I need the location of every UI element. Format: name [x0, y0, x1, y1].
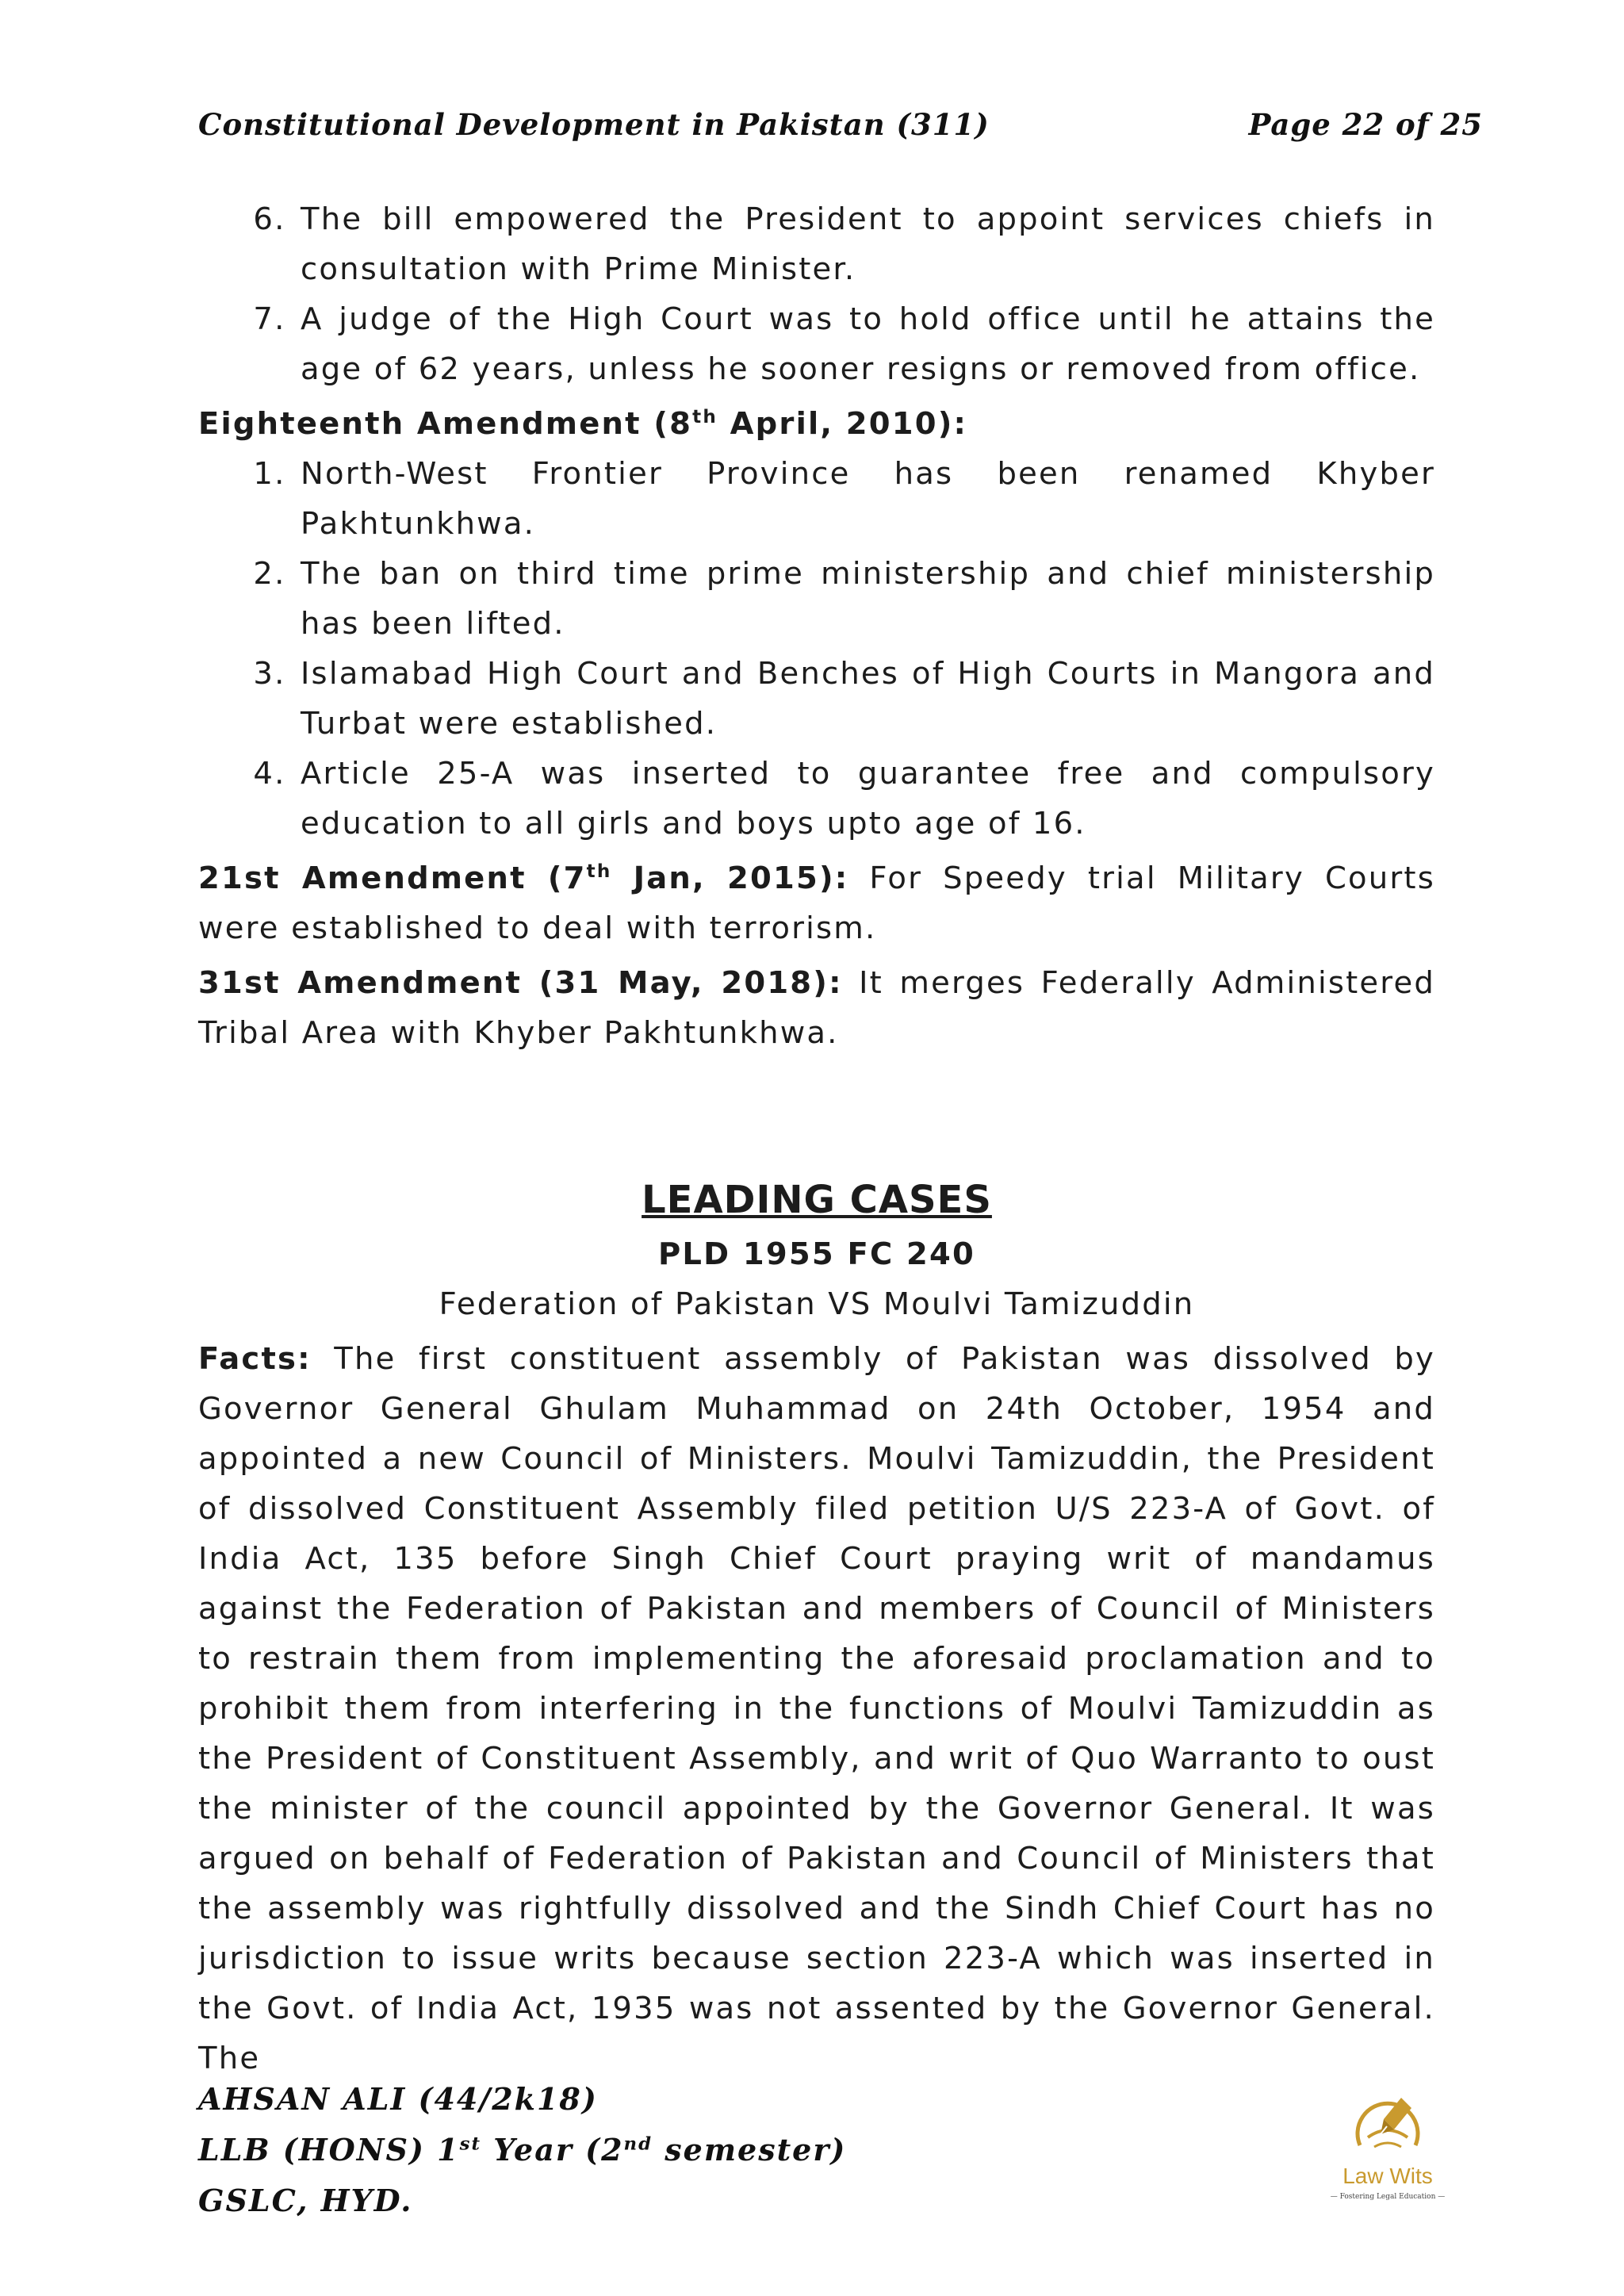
amendment-provisions-list [198, 194, 1435, 394]
leading-cases-title: LEADING CASES [642, 1178, 992, 1222]
list-item: 3. Islamabad High Court and Benches of High Courts in Mangora and Turbat were established. [297, 649, 1435, 749]
list-item: 2. The ban on third time prime ministership and chief ministership has been lifted. [297, 549, 1435, 649]
logo-name: Law Wits [1342, 2164, 1433, 2188]
eighteenth-amendment-heading: Eighteenth Amendment (8th April, 2010): [198, 406, 968, 442]
case-citation: PLD 1955 FC 240 [658, 1236, 975, 1272]
list-item: 4. Article 25-A was inserted to guarantee free and compulsory education to all girls and boys upto age of 16. [297, 749, 1435, 849]
list-item: 7. A judge of the High Court was to hold office until he attains the age of 62 years, unless he sooner resigns or removed from office. [297, 294, 1435, 394]
twentyfirst-amendment-paragraph: 21st Amendment (7th Jan, 2015): For Speedy trial Military Courts were established to deal with terrorism. [198, 861, 1435, 946]
page-header [198, 107, 1483, 142]
author-institute: GSLC, HYD. [198, 2183, 413, 2218]
list-item: 1. North-West Frontier Province has been renamed Khyber Pakhtunkhwa. [297, 449, 1435, 549]
list-item: 6. The bill empowered the President to appoint services chiefs in consultation with Prime Minister. [297, 194, 1435, 294]
law-wits-logo [1312, 2082, 1463, 2213]
author-program: LLB (HONS) 1st Year (2nd semester) [198, 2132, 847, 2168]
pen-nib-icon [1312, 2082, 1463, 2165]
document-title: Constitutional Development in Pakistan (311) [198, 107, 990, 142]
logo-tagline: — Fostering Legal Education — [1330, 2193, 1446, 2201]
author-name: AHSAN ALI (44/2k18) [198, 2081, 598, 2117]
case-name: Federation of Pakistan VS Moulvi Tamizuddin [439, 1286, 1195, 1322]
thirtyfirst-amendment-paragraph: 31st Amendment (31 May, 2018): It merges Federally Administered Tribal Area with Khyber Pakhtunkhwa. [198, 965, 1435, 1051]
page-number: Page 22 of 25 [1248, 107, 1483, 142]
page-content [198, 194, 1435, 2083]
eighteenth-amendment-list [198, 449, 1435, 849]
page-footer [198, 2074, 846, 2226]
facts-paragraph: Facts: The first constituent assembly of Pakistan was dissolved by Governor General Ghulam Muhammad on 24th October, 1954 and appointed a new Council of Ministers. Moulvi Tamizuddin, the President of dissolved Constituent Assembly filed petition U/S 223-A of Govt. of India Act, 135 before Singh Chief Court praying writ of mandamus against the Federation of Pakistan and members of Council of Ministers to restrain them from implementing the aforesaid proclamation and to prohibit them from interfering in the functions of Moulvi Tamizuddin as the President of Constituent Assembly, and writ of Quo Warranto to oust the minister of the council appointed by the Governor General. It was argued on behalf of Federation of Pakistan and Council of Ministers that the assembly was rightfully dissolved and the Sindh Chief Court has no jurisdiction to issue writs because section 223-A which was inserted in the Govt. of India Act, 1935 was not assented by the Governor General. The [198, 1341, 1435, 2076]
